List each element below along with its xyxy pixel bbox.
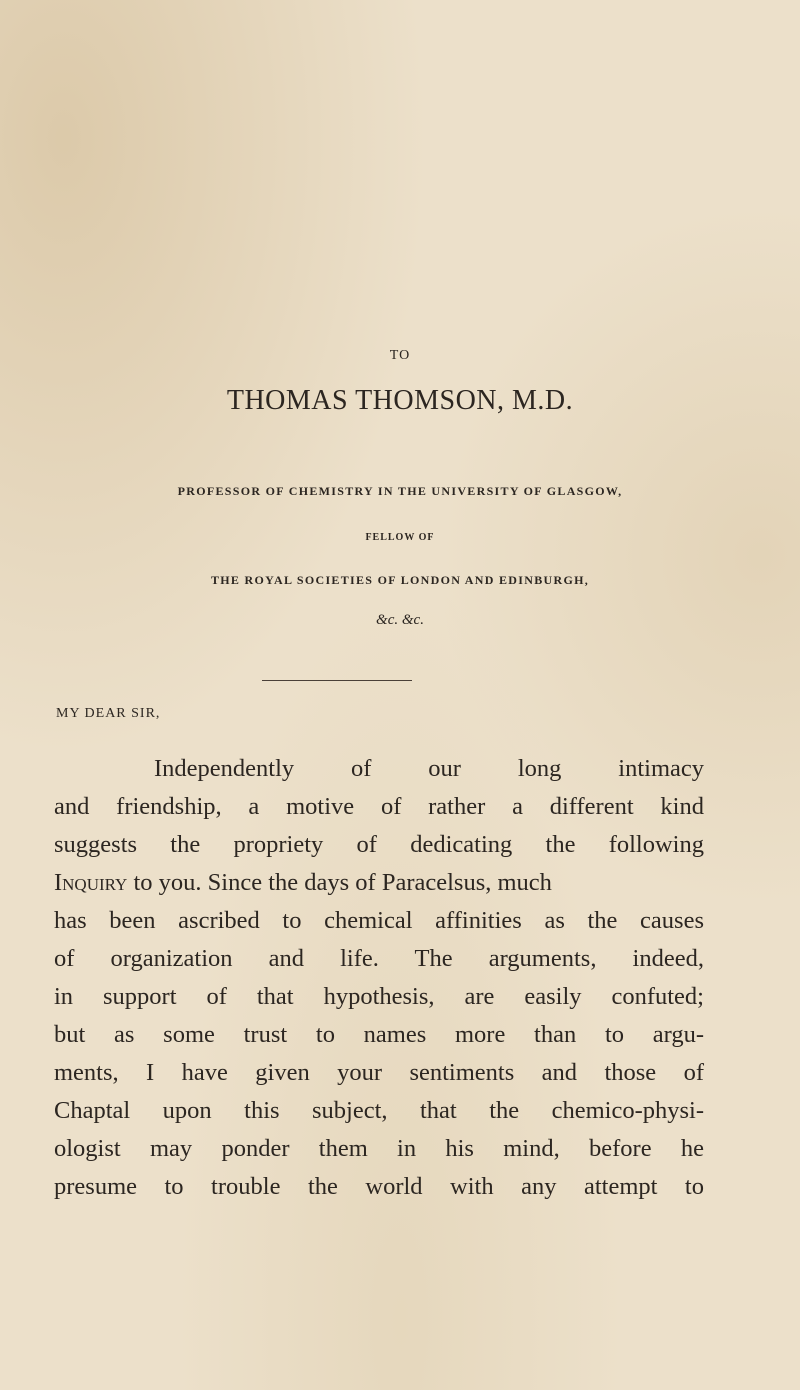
section-divider: [262, 680, 412, 681]
letter-line: ments, I have given your sentiments and those of: [54, 1059, 704, 1086]
letter-line: ologist may ponder them in his mind, before he: [54, 1135, 704, 1162]
dedicatee-title-fellow: FELLOW OF: [365, 532, 435, 543]
letter-line-rest: to you. Since the days of Paracelsus, much: [127, 869, 552, 896]
dedicatee-title-professorship: PROFESSOR OF CHEMISTRY IN THE UNIVERSITY OF GLASGOW,: [177, 484, 623, 498]
inquiry-word: Inquiry: [54, 869, 128, 896]
letter-line: in support of that hypothesis, are easily confuted;: [54, 983, 704, 1010]
letter-line: and friendship, a motive of rather a different kind: [54, 793, 704, 820]
dedicatee-name: THOMAS THOMSON, M.D.: [226, 385, 574, 416]
dedicatee-title-societies: THE ROYAL SOCIETIES OF LONDON AND EDINBURGH,: [210, 573, 590, 587]
dedicatee-title-etc: &c. &c.: [376, 612, 424, 628]
letter-line: suggests the propriety of dedicating the following: [54, 831, 704, 858]
letter-salutation: MY DEAR SIR,: [56, 706, 161, 721]
letter-line: Independently of our long intimacy: [154, 755, 704, 782]
dedication-to: TO: [389, 348, 411, 363]
letter-line: but as some trust to names more than to argu-: [54, 1021, 704, 1048]
letter-line-inquiry: [54, 864, 704, 902]
letter-line: of organization and life. The arguments, indeed,: [54, 945, 704, 972]
letter-line: Chaptal upon this subject, that the chemico-physi-: [54, 1097, 704, 1124]
letter-body: [54, 750, 704, 1206]
letter-line: has been ascribed to chemical affinities as the causes: [54, 907, 704, 934]
letter-line: presume to trouble the world with any attempt to: [54, 1173, 704, 1200]
